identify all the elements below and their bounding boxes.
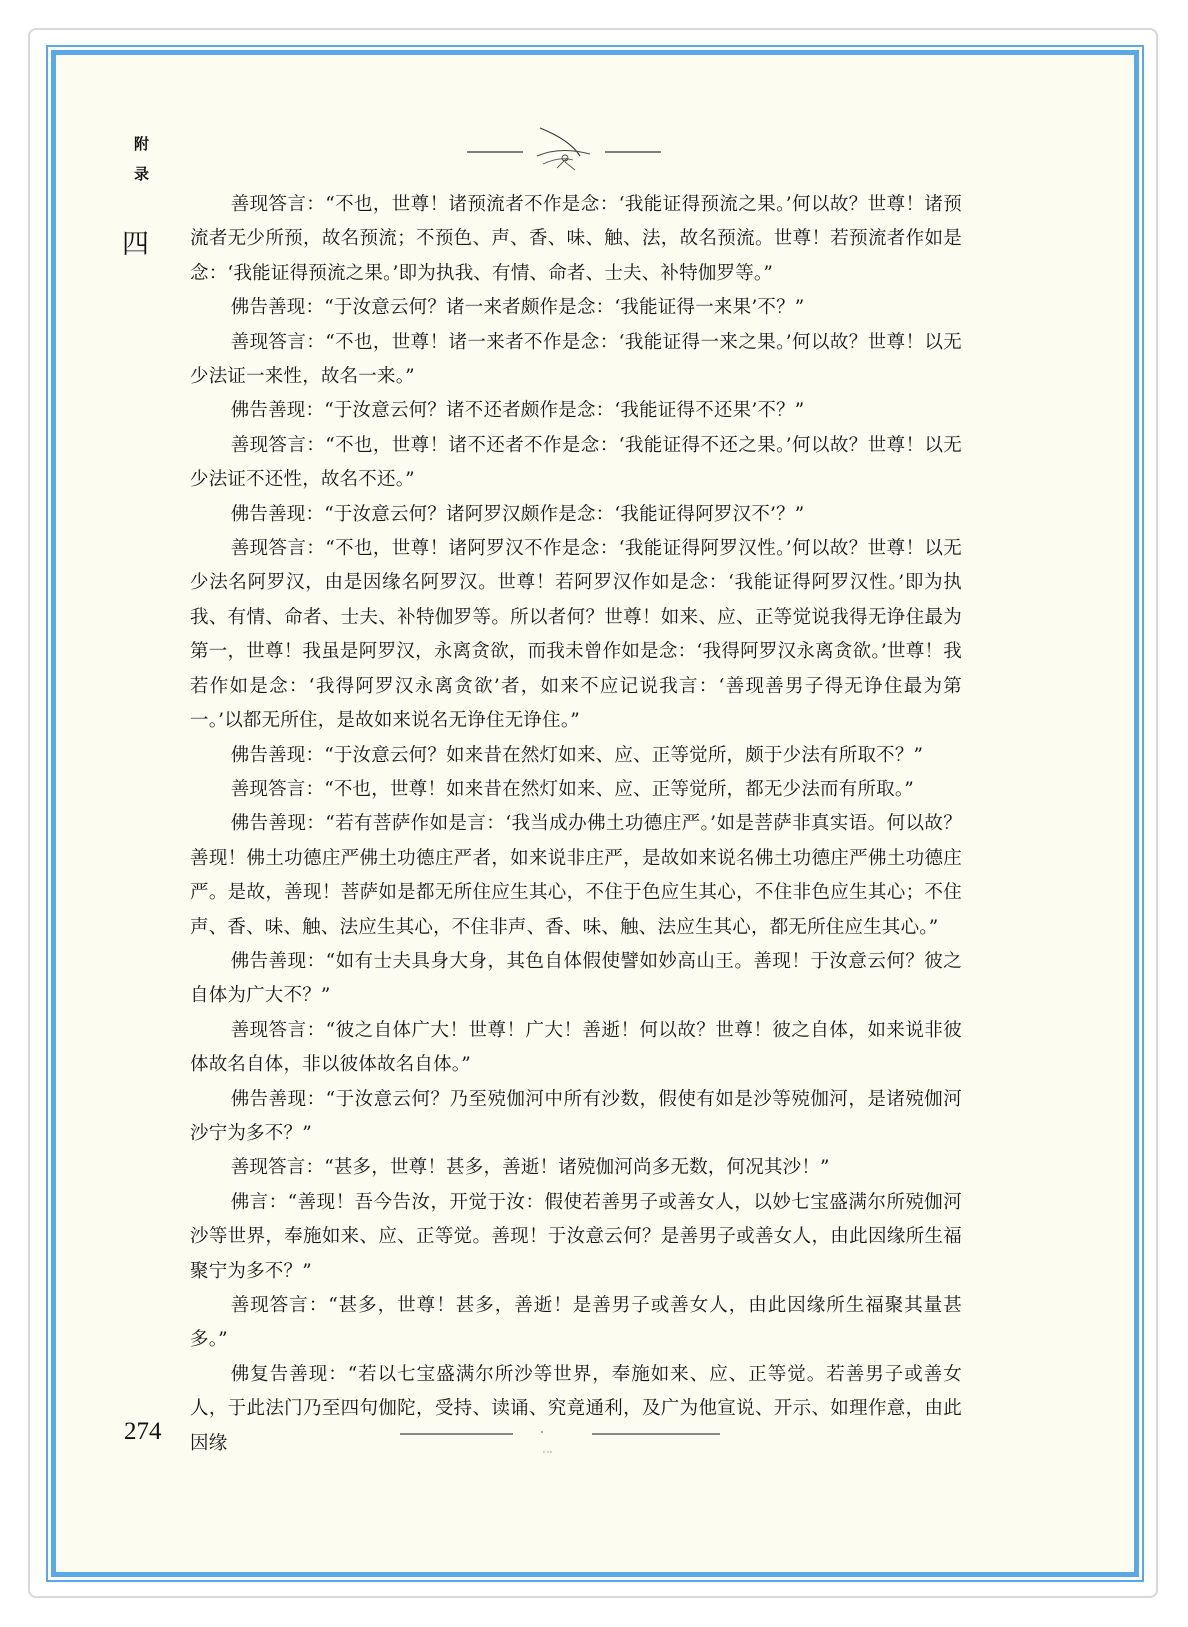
paragraph: 善现答言：“不也，世尊！诸一来者不作是念：‘我能证得一来之果。’何以故？世尊！以无少法证一来性，故名一来。” — [190, 331, 962, 388]
paragraph: 佛复告善现：“若以七宝盛满尔所沙等世界，奉施如来、应、正等觉。若善男子或善女人，于此法门乃至四句伽陀，受持、读诵、究竟通利，及广为他宣说、开示、如理作意，由此因缘 — [190, 1363, 962, 1454]
footer-ornament — [380, 1420, 740, 1470]
paragraph: 善现答言：“不也，世尊！诸预流者不作是念：‘我能证得预流之果。’何以故？世尊！诸预流者无少所预，故名预流；不预色、声、香、味、触、法，故名预流。世尊！若预流者作如是念：‘我能证得预流之果。’即为执我、有情、命者、士夫、补特伽罗等。” — [190, 194, 962, 284]
paragraph: 佛告善现：“于汝意云何？如来昔在然灯如来、应、正等觉所，颇于少法有所取不？” — [230, 744, 924, 766]
chapter-number: 四 — [122, 229, 149, 260]
paragraph: 佛言：“善现！吾今告汝，开觉于汝：假使若善男子或善女人，以妙七宝盛满尔所殑伽河沙等世界，奉施如来、应、正等觉。善现！于汝意云何？是善男子或善女人，由此因缘所生福聚宁为多不？” — [190, 1191, 962, 1282]
paragraph: 佛告善现：“若有菩萨作如是言：‘我当成办佛土功德庄严。’如是菩萨非真实语。何以故？善现！佛土功德庄严佛土功德庄严者，如来说非庄严，是故如来说名佛土功德庄严佛土功德庄严。是故，善现！菩萨如是都无所住应生其心，不住于色应生其心，不住非色应生其心；不住声、香、味、触、法应生其心，不住非声、香、味、触、法应生其心，都无所住应生其心。” — [190, 813, 962, 938]
paragraph: 佛告善现：“于汝意云何？诸阿罗汉颇作是念：‘我能证得阿罗汉不’？” — [230, 503, 805, 525]
paragraph: 善现答言：“甚多，世尊！甚多，善逝！诸殑伽河尚多无数，何况其沙！” — [230, 1157, 830, 1179]
paragraph: 佛告善现：“于汝意云何？乃至殑伽河中所有沙数，假使有如是沙等殑伽河，是诸殑伽河沙宁为多不？” — [190, 1088, 962, 1144]
paragraph: 佛告善现：“于汝意云何？诸一来者颇作是念：‘我能证得一来果’不？” — [230, 297, 805, 319]
header-ornament — [465, 120, 665, 180]
side-label-lu: 录 — [134, 165, 150, 183]
paragraph: 善现答言：“不也，世尊！诸不还者不作是念：‘我能证得不还之果。’何以故？世尊！以无少法证不还性，故名不还。” — [190, 434, 962, 491]
paragraph: 善现答言：“甚多，世尊！甚多，善逝！是善男子或善女人，由此因缘所生福聚其量甚多。” — [190, 1295, 962, 1351]
paragraph: 佛告善现：“于汝意云何？诸不还者颇作是念：‘我能证得不还果’不？” — [230, 400, 805, 422]
paragraph: 善现答言：“不也，世尊！如来昔在然灯如来、应、正等觉所，都无少法而有所取。” — [230, 778, 914, 800]
paragraph: 佛告善现：“如有士夫具身大身，其色自体假使譬如妙高山王。善现！于汝意云何？彼之自体为广大不？” — [190, 950, 962, 1007]
page-number: 274 — [124, 1418, 162, 1445]
paragraph: 善现答言：“彼之自体广大！世尊！广大！善逝！何以故？世尊！彼之自体，如来说非彼体故名自体，非以彼体故名自体。” — [190, 1019, 962, 1076]
side-label-fu: 附 — [134, 135, 150, 153]
body-text — [190, 188, 962, 1461]
paragraph: 善现答言：“不也，世尊！诸阿罗汉不作是念：‘我能证得阿罗汉性。’何以故？世尊！以无少法名阿罗汉，由是因缘名阿罗汉。世尊！若阿罗汉作如是念：‘我能证得阿罗汉性。’即为执我、有情、命者、士夫、补特伽罗等。所以者何？世尊！如来、应、正等觉说我得无诤住最为第一，世尊！我虽是阿罗汉，永离贪欲，而我未曾作如是念：‘我得阿罗汉永离贪欲。’世尊！我若作如是念：‘我得阿罗汉永离贪欲’者，如来不应记说我言：‘善现善男子得无诤住最为第一。’以都无所住，是故如来说名无诤住无诤住。” — [190, 538, 962, 732]
